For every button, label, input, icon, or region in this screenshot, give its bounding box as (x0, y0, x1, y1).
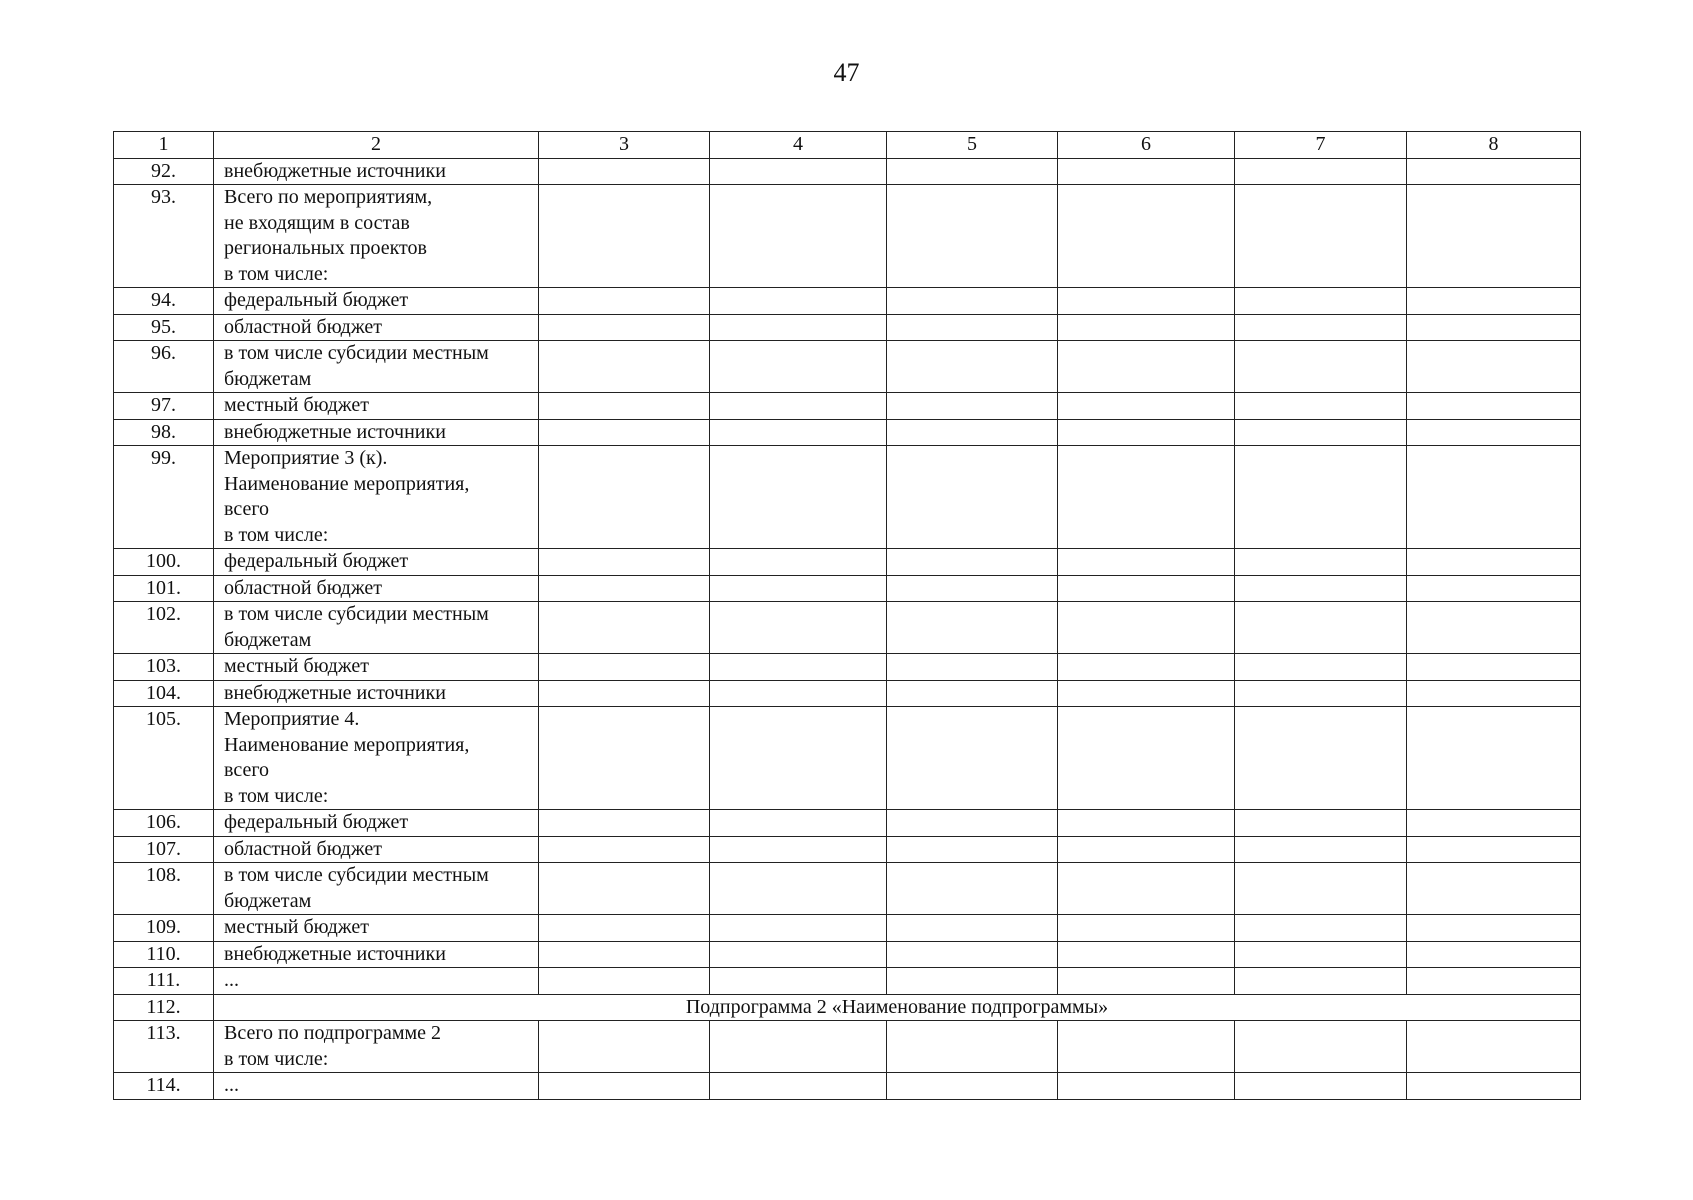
value-cell (1235, 419, 1407, 446)
table-row (114, 158, 1581, 185)
value-cell (1235, 341, 1407, 393)
value-cell (539, 680, 710, 707)
value-cell (1235, 680, 1407, 707)
table-row (114, 419, 1581, 446)
row-number: 107. (114, 836, 214, 863)
row-label (214, 680, 539, 707)
value-cell (887, 654, 1058, 681)
row-label (214, 288, 539, 315)
row-label (214, 158, 539, 185)
row-label-line: в том числе: (224, 523, 329, 546)
table-row (114, 836, 1581, 863)
row-label-line: местный бюджет (224, 394, 369, 416)
row-label-line: Мероприятие 4. (224, 708, 360, 730)
value-cell (539, 810, 710, 837)
row-number: 101. (114, 575, 214, 602)
row-number: 113. (114, 1021, 214, 1073)
value-cell (710, 915, 887, 942)
column-header: 4 (710, 132, 887, 159)
row-number: 92. (114, 158, 214, 185)
value-cell (710, 393, 887, 420)
value-cell (539, 1021, 710, 1073)
table-row (114, 915, 1581, 942)
value-cell (1407, 1073, 1581, 1100)
table-row (114, 185, 1581, 288)
row-label-line: областной бюджет (224, 315, 383, 338)
row-label (214, 393, 539, 420)
table-row (114, 1073, 1581, 1100)
row-label (214, 446, 539, 549)
value-cell (887, 602, 1058, 654)
row-label (214, 654, 539, 681)
value-cell (1058, 1073, 1235, 1100)
row-label-line: бюджетам (224, 367, 312, 390)
value-cell (1407, 680, 1581, 707)
value-cell (1235, 393, 1407, 420)
row-label-line: федеральный бюджет (224, 550, 409, 572)
value-cell (1407, 393, 1581, 420)
row-label (214, 575, 539, 602)
value-cell (710, 1021, 887, 1073)
value-cell (887, 1073, 1058, 1100)
value-cell (710, 654, 887, 681)
row-label-line: в том числе: (224, 262, 329, 285)
row-label (214, 419, 539, 446)
column-header: 5 (887, 132, 1058, 159)
value-cell (710, 288, 887, 315)
value-cell (710, 707, 887, 810)
table-row (114, 810, 1581, 837)
value-cell (1058, 707, 1235, 810)
value-cell (1058, 446, 1235, 549)
column-header: 7 (1235, 132, 1407, 159)
row-label-line: Наименование мероприятия, (224, 472, 470, 495)
value-cell (539, 341, 710, 393)
value-cell (1407, 158, 1581, 185)
value-cell (539, 288, 710, 315)
row-number: 93. (114, 185, 214, 288)
value-cell (1235, 707, 1407, 810)
column-header: 1 (114, 132, 214, 159)
value-cell (710, 185, 887, 288)
row-label (214, 314, 539, 341)
value-cell (539, 158, 710, 185)
table-row (114, 341, 1581, 393)
row-label-line: ... (224, 969, 239, 991)
row-number: 110. (114, 941, 214, 968)
table-row (114, 575, 1581, 602)
row-label (214, 1073, 539, 1100)
row-number: 109. (114, 915, 214, 942)
value-cell (1058, 810, 1235, 837)
value-cell (1407, 1021, 1581, 1073)
row-label-line: в том числе: (224, 1047, 329, 1070)
value-cell (1407, 810, 1581, 837)
row-label-line: бюджетам (224, 889, 312, 912)
row-label (214, 602, 539, 654)
value-cell (1235, 549, 1407, 576)
value-cell (1407, 602, 1581, 654)
value-cell (887, 549, 1058, 576)
row-label-line: в том числе субсидии местным (224, 864, 489, 886)
row-label (214, 549, 539, 576)
value-cell (1058, 836, 1235, 863)
row-label-line: внебюджетные источники (224, 159, 446, 182)
row-number: 111. (114, 968, 214, 995)
value-cell (1058, 575, 1235, 602)
row-label-line: федеральный бюджет (224, 289, 409, 311)
value-cell (887, 680, 1058, 707)
value-cell (887, 707, 1058, 810)
value-cell (1235, 1073, 1407, 1100)
value-cell (1058, 680, 1235, 707)
table-row (114, 994, 1581, 1021)
value-cell (1235, 288, 1407, 315)
table-row (114, 314, 1581, 341)
row-number: 104. (114, 680, 214, 707)
value-cell (1235, 602, 1407, 654)
row-number: 105. (114, 707, 214, 810)
table-row (114, 602, 1581, 654)
row-label (214, 185, 539, 288)
value-cell (710, 863, 887, 915)
row-number: 103. (114, 654, 214, 681)
value-cell (1058, 393, 1235, 420)
row-label-line: в том числе субсидии местным (224, 603, 489, 625)
value-cell (539, 314, 710, 341)
value-cell (1235, 314, 1407, 341)
row-label-line: в том числе: (224, 784, 329, 807)
row-label (214, 341, 539, 393)
table-row (114, 393, 1581, 420)
row-number: 112. (114, 994, 214, 1021)
table-row (114, 654, 1581, 681)
value-cell (887, 810, 1058, 837)
value-cell (710, 314, 887, 341)
value-cell (710, 836, 887, 863)
row-label (214, 836, 539, 863)
value-cell (539, 654, 710, 681)
value-cell (710, 419, 887, 446)
row-number: 97. (114, 393, 214, 420)
row-label-line: Всего по мероприятиям, (224, 186, 433, 208)
value-cell (710, 446, 887, 549)
table-row (114, 1021, 1581, 1073)
value-cell (1407, 575, 1581, 602)
table-row (114, 549, 1581, 576)
page-number: 47 (833, 58, 860, 87)
value-cell (539, 915, 710, 942)
row-label-line: региональных проектов (224, 237, 427, 259)
value-cell (539, 1073, 710, 1100)
row-label-line: Наименование мероприятия, (224, 733, 470, 756)
value-cell (1058, 158, 1235, 185)
value-cell (1058, 185, 1235, 288)
value-cell (887, 863, 1058, 915)
value-cell (710, 1073, 887, 1100)
value-cell (1235, 185, 1407, 288)
row-label (214, 707, 539, 810)
table-row (114, 680, 1581, 707)
table-row (114, 863, 1581, 915)
subprogram-title: Подпрограмма 2 «Наименование подпрограммы» (214, 994, 1581, 1021)
row-label-line: областной бюджет (224, 576, 383, 599)
value-cell (1058, 549, 1235, 576)
value-cell (539, 602, 710, 654)
value-cell (1058, 602, 1235, 654)
value-cell (1058, 288, 1235, 315)
value-cell (710, 941, 887, 968)
value-cell (1407, 341, 1581, 393)
table-header-row (114, 132, 1581, 159)
value-cell (887, 419, 1058, 446)
value-cell (539, 419, 710, 446)
value-cell (710, 158, 887, 185)
value-cell (710, 575, 887, 602)
budget-table (113, 131, 1581, 1100)
row-label (214, 1021, 539, 1073)
row-label-line: внебюджетные источники (224, 681, 446, 704)
value-cell (887, 1021, 1058, 1073)
table-row (114, 941, 1581, 968)
table-row (114, 446, 1581, 549)
row-number: 98. (114, 419, 214, 446)
value-cell (1407, 314, 1581, 341)
value-cell (1235, 654, 1407, 681)
row-number: 102. (114, 602, 214, 654)
value-cell (1407, 654, 1581, 681)
value-cell (1407, 968, 1581, 995)
value-cell (539, 575, 710, 602)
row-number: 106. (114, 810, 214, 837)
row-label (214, 915, 539, 942)
row-label-line: всего (224, 498, 270, 520)
row-number: 108. (114, 863, 214, 915)
row-label-line: федеральный бюджет (224, 811, 409, 833)
value-cell (1058, 915, 1235, 942)
value-cell (539, 968, 710, 995)
value-cell (887, 288, 1058, 315)
value-cell (1407, 549, 1581, 576)
row-label (214, 968, 539, 995)
row-number: 94. (114, 288, 214, 315)
value-cell (710, 602, 887, 654)
value-cell (1058, 341, 1235, 393)
row-label (214, 941, 539, 968)
value-cell (539, 185, 710, 288)
value-cell (1407, 446, 1581, 549)
row-number: 114. (114, 1073, 214, 1100)
table-row (114, 968, 1581, 995)
value-cell (887, 341, 1058, 393)
row-label-line: всего (224, 759, 270, 781)
value-cell (1235, 968, 1407, 995)
value-cell (710, 810, 887, 837)
value-cell (710, 341, 887, 393)
value-cell (1235, 915, 1407, 942)
row-label-line: ... (224, 1074, 239, 1096)
row-number: 99. (114, 446, 214, 549)
value-cell (539, 393, 710, 420)
column-header: 2 (214, 132, 539, 159)
value-cell (539, 836, 710, 863)
value-cell (1058, 419, 1235, 446)
table-row (114, 707, 1581, 810)
row-label-line: местный бюджет (224, 655, 369, 677)
value-cell (710, 968, 887, 995)
value-cell (1407, 941, 1581, 968)
row-number: 100. (114, 549, 214, 576)
row-label (214, 810, 539, 837)
value-cell (887, 575, 1058, 602)
value-cell (1058, 863, 1235, 915)
row-label-line: Мероприятие 3 (к). (224, 447, 388, 469)
value-cell (1058, 941, 1235, 968)
row-number: 95. (114, 314, 214, 341)
value-cell (887, 915, 1058, 942)
column-header: 8 (1407, 132, 1581, 159)
value-cell (887, 314, 1058, 341)
value-cell (887, 158, 1058, 185)
value-cell (1235, 575, 1407, 602)
value-cell (539, 707, 710, 810)
value-cell (1235, 158, 1407, 185)
value-cell (1407, 915, 1581, 942)
value-cell (1058, 654, 1235, 681)
value-cell (887, 393, 1058, 420)
row-label-line: внебюджетные источники (224, 942, 446, 965)
value-cell (539, 941, 710, 968)
value-cell (539, 549, 710, 576)
column-header: 6 (1058, 132, 1235, 159)
row-label-line: бюджетам (224, 628, 312, 651)
value-cell (710, 549, 887, 576)
value-cell (887, 185, 1058, 288)
value-cell (1235, 810, 1407, 837)
value-cell (539, 863, 710, 915)
row-number: 96. (114, 341, 214, 393)
row-label-line: не входящим в состав (224, 211, 410, 234)
value-cell (1407, 419, 1581, 446)
value-cell (1058, 1021, 1235, 1073)
row-label-line: в том числе субсидии местным (224, 342, 489, 364)
value-cell (1235, 836, 1407, 863)
value-cell (887, 446, 1058, 549)
row-label-line: областной бюджет (224, 837, 383, 860)
value-cell (1407, 863, 1581, 915)
value-cell (1235, 941, 1407, 968)
value-cell (539, 446, 710, 549)
value-cell (887, 968, 1058, 995)
value-cell (1058, 314, 1235, 341)
value-cell (1407, 707, 1581, 810)
value-cell (1407, 185, 1581, 288)
row-label (214, 863, 539, 915)
value-cell (710, 680, 887, 707)
value-cell (1235, 446, 1407, 549)
value-cell (1235, 1021, 1407, 1073)
table-row (114, 288, 1581, 315)
value-cell (1407, 288, 1581, 315)
row-label-line: Всего по подпрограмме 2 (224, 1022, 442, 1044)
row-label-line: внебюджетные источники (224, 420, 446, 443)
value-cell (1058, 968, 1235, 995)
value-cell (887, 941, 1058, 968)
value-cell (1235, 863, 1407, 915)
value-cell (887, 836, 1058, 863)
value-cell (1407, 836, 1581, 863)
row-label-line: местный бюджет (224, 916, 369, 938)
column-header: 3 (539, 132, 710, 159)
